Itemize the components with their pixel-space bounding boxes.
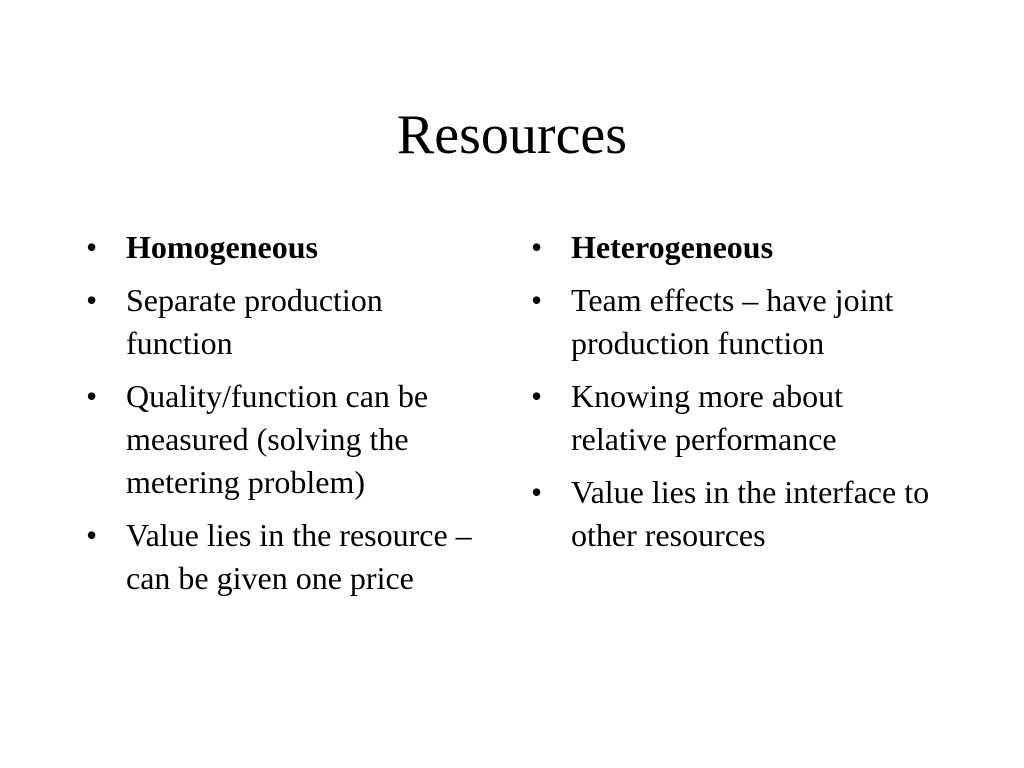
- left-item-text: Separate production function: [126, 282, 383, 361]
- slide-title: Resources: [396, 104, 628, 166]
- bullet-icon: •: [531, 378, 543, 414]
- left-list-item-2: [86, 279, 486, 365]
- bullet-icon: •: [86, 378, 98, 414]
- bullet-icon: •: [531, 282, 543, 318]
- bullet-icon: •: [86, 282, 98, 318]
- right-item-text: Knowing more about relative performance: [571, 378, 843, 457]
- bullet-icon: •: [531, 474, 543, 510]
- left-item-text: Quality/function can be measured (solving the metering problem): [126, 378, 429, 500]
- left-item-text: Value lies in the resource – can be given one price: [126, 517, 472, 596]
- left-list-item-1: [86, 226, 486, 269]
- bullet-icon: •: [86, 517, 98, 553]
- right-list-item-3: [531, 375, 931, 461]
- left-list-item-3: [86, 375, 486, 504]
- left-heading: Homogeneous: [126, 229, 318, 265]
- right-list-item-2: [531, 279, 931, 365]
- right-list-item-4: [531, 471, 931, 557]
- right-bullet-list: [531, 226, 931, 567]
- right-heading: Heterogeneous: [571, 229, 774, 265]
- bullet-icon: •: [531, 229, 543, 265]
- right-list-item-1: [531, 226, 931, 269]
- bullet-icon: •: [86, 229, 98, 265]
- left-bullet-list: [86, 226, 486, 610]
- right-item-text: Value lies in the interface to other resources: [571, 474, 930, 553]
- left-list-item-4: [86, 514, 486, 600]
- right-item-text: Team effects – have joint production function: [571, 282, 894, 361]
